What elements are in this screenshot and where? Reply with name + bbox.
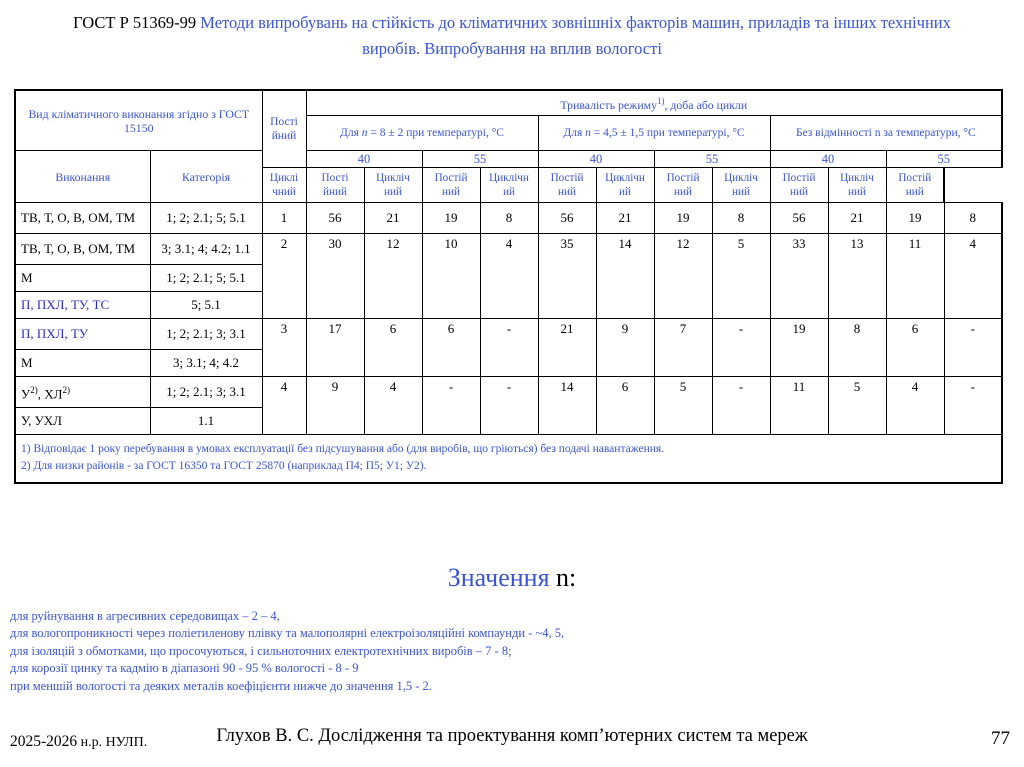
cell-value: 21 (538, 319, 596, 377)
cell-category: 3; 3.1; 4; 4.2; 1.1 (150, 234, 262, 265)
cell-value: 30 (306, 234, 364, 319)
list-item: для вологопроникності через поліетиленову плівку та малополярні електроізоляційні компаунди - ~4, 5, (10, 626, 565, 641)
cell-execution: П, ПХЛ, ТУ (15, 319, 150, 350)
table-footnotes (15, 435, 1002, 484)
table-header-row-1 (15, 90, 1002, 116)
cell-value: 56 (538, 203, 596, 234)
header-cyclic-55-n8: Цикліч ний (364, 168, 422, 203)
cell-constant: 3 (262, 319, 306, 377)
footer-institution: н.р. НУЛП. (77, 735, 148, 750)
cell-value: 11 (886, 234, 944, 319)
table-header-row-3 (15, 151, 1002, 168)
cell-execution: У, УХЛ (15, 408, 150, 435)
cell-value: 33 (770, 234, 828, 319)
header-cyclic-40-n8: Циклі чний (262, 168, 306, 203)
cell-value: 5 (828, 377, 886, 435)
header-group-n8: Для n = 8 ± 2 при температурі, °С (306, 116, 538, 151)
cell-value: - (712, 319, 770, 377)
cell-value: 14 (538, 377, 596, 435)
cell-category: 3; 3.1; 4; 4.2 (150, 350, 262, 377)
cell-execution: П, ПХЛ, ТУ, ТС (15, 292, 150, 319)
cell-value: 56 (306, 203, 364, 234)
header-cyclic-55-nd: Цикліч ний (828, 168, 886, 203)
cell-value: - (422, 377, 480, 435)
cell-value: 12 (364, 234, 422, 319)
cell-value: 19 (654, 203, 712, 234)
header-group-n45: Для n = 4,5 ± 1,5 при температурі, °С (538, 116, 770, 151)
table-notes-row (15, 435, 1002, 484)
cell-value: 19 (770, 319, 828, 377)
table-row (15, 234, 1002, 265)
header-cyclic-40-n45: Циклічн ий (480, 168, 538, 203)
header-group-no-diff: Без відмінності n за температури, °С (770, 116, 1002, 151)
cell-constant: 4 (262, 377, 306, 435)
cell-value: - (944, 319, 1002, 377)
cell-value: 6 (422, 319, 480, 377)
cell-value: 19 (422, 203, 480, 234)
cell-value: 4 (364, 377, 422, 435)
page-title (56, 10, 968, 62)
cell-value: 4 (886, 377, 944, 435)
cell-value: 7 (654, 319, 712, 377)
cell-value: 8 (712, 203, 770, 234)
header-temp-55-a: 55 (422, 151, 538, 168)
cell-value: 14 (596, 234, 654, 319)
footnote-2: 2) Для низки районів - за ГОСТ 16350 та ГОСТ 25870 (наприклад П4; П5; У1; У2). (21, 460, 427, 472)
table-row (15, 203, 1002, 234)
n-values-heading (0, 563, 1024, 593)
cell-category: 5; 5.1 (150, 292, 262, 319)
cell-value: 6 (364, 319, 422, 377)
header-category: Категорія (150, 151, 262, 203)
cell-category: 1; 2; 2.1; 3; 3.1 (150, 319, 262, 350)
cell-value: 12 (654, 234, 712, 319)
cell-constant: 2 (262, 234, 306, 319)
cell-value: - (944, 377, 1002, 435)
footer-course-title: Глухов В. С. Дослідження та проектування комп’ютерних систем та мереж (216, 726, 808, 746)
list-item: для ізоляцій з обмотками, що просочуються, і сильноточних електротехнічних виробів – 7 - 8; (10, 643, 512, 658)
cell-value: 11 (770, 377, 828, 435)
cell-execution: ТВ, Т, О, В, ОМ, ТМ (15, 203, 150, 234)
cell-value: 56 (770, 203, 828, 234)
table-row (15, 319, 1002, 350)
footnote-1: 1) Відповідає 1 року перебування в умовах експлуатації без підсушування або (для виробів, що гріються) без подачі навантаження. (21, 443, 665, 455)
header-cyclic-40-nd: Цикліч ний (712, 168, 770, 203)
header-constant-55-nd: Постій ний (886, 168, 944, 203)
header-execution: Виконання (15, 151, 150, 203)
cell-value: 21 (364, 203, 422, 234)
cell-value: 19 (886, 203, 944, 234)
list-item: для руйнування в агресивних середовищах – 2 – 4, (10, 609, 280, 623)
cell-category: 1; 2; 2.1; 5; 5.1 (150, 265, 262, 292)
header-constant-40-n8: Пості йний (306, 168, 364, 203)
cell-value: 6 (886, 319, 944, 377)
cell-value: 4 (944, 234, 1002, 319)
footer-year: 2025-2026 (10, 733, 78, 750)
header-cyclic-55-n45: Циклічн ий (596, 168, 654, 203)
n-heading-cyrillic: Значення (447, 563, 557, 592)
header-temp-40-b: 40 (538, 151, 654, 168)
header-temp-55-c: 55 (886, 151, 1002, 168)
cell-value: - (480, 319, 538, 377)
cell-value: 17 (306, 319, 364, 377)
table-row (15, 377, 1002, 408)
cell-value: 8 (480, 203, 538, 234)
header-duration: Тривалість режиму$^{1)}$, доба або цикли (306, 90, 1002, 116)
cell-value: 8 (944, 203, 1002, 234)
cell-value: 4 (480, 234, 538, 319)
cell-value: 10 (422, 234, 480, 319)
n-heading-latin: n: (556, 563, 577, 592)
header-temp-40-a: 40 (306, 151, 422, 168)
cell-value: 9 (596, 319, 654, 377)
cell-constant: 1 (262, 203, 306, 234)
cell-value: 13 (828, 234, 886, 319)
header-climate-type: Вид кліматичного виконання згідно з ГОСТ 15150 (15, 90, 262, 151)
cell-value: 35 (538, 234, 596, 319)
list-item: при меншій вологості та деяких металів коефіцієнти нижче до значення 1,5 - 2. (10, 678, 432, 693)
page-number: 77 (991, 728, 1010, 749)
cell-value: - (480, 377, 538, 435)
cell-execution: М (15, 350, 150, 377)
header-constant-55-n45: Постій ний (654, 168, 712, 203)
humidity-test-regime-table (14, 89, 1003, 484)
cell-value: 8 (828, 319, 886, 377)
gost-standard-code: ГОСТ Р 51369-99 (73, 13, 197, 32)
header-temp-55-b: 55 (654, 151, 770, 168)
cell-execution: ТВ, Т, О, В, ОМ, ТМ (15, 234, 150, 265)
cell-execution: М (15, 265, 150, 292)
list-item: для корозії цинку та кадмію в діапазоні 90 - 95 % вологості - 8 - 9 (10, 661, 359, 676)
n-values-list (10, 608, 1010, 695)
cell-category: 1; 2; 2.1; 5; 5.1 (150, 203, 262, 234)
cell-value: 21 (596, 203, 654, 234)
cell-value: 6 (596, 377, 654, 435)
header-constant-55-n8: Постій ний (422, 168, 480, 203)
cell-value: 21 (828, 203, 886, 234)
cell-value: 5 (712, 234, 770, 319)
header-constant-40-n45: Постій ний (538, 168, 596, 203)
header-constant-col: Пості йний (262, 90, 306, 168)
cell-value: 5 (654, 377, 712, 435)
cell-execution: $У^{2)}$, ХЛ$^{2)}$ (15, 377, 150, 408)
header-constant-40-nd: Постій ний (770, 168, 828, 203)
cell-category: 1.1 (150, 408, 262, 435)
page-title-text: Методи випробувань на стійкість до кліматичних зовнішніх факторів машин, приладів та інших технічних виробів. Випробування на вплив вологості (196, 13, 951, 58)
cell-category: 1; 2; 2.1; 3; 3.1 (150, 377, 262, 408)
cell-value: 9 (306, 377, 364, 435)
header-temp-40-c: 40 (770, 151, 886, 168)
cell-value: - (712, 377, 770, 435)
